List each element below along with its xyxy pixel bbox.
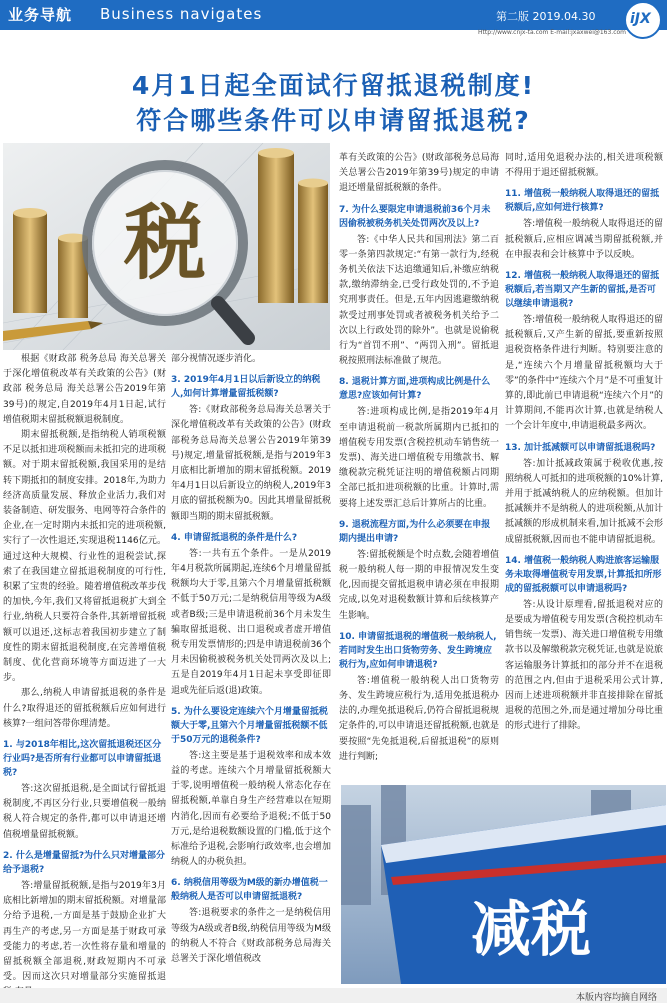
intro-paragraph: 根据《财政部 税务总局 海关总署关于深化增值税改革有关政策的公告》(财政部 税务总局 海关总署公告2019年第39号)的规定,自2019年4月1日起,试行增值税期末留抵税额退税制度。: [3, 354, 166, 425]
answer-paragraph: 答:退税要求的条件之一是纳税信用等级为A级或者B级,纳税信用等级为M级的纳税人不符合《财政部税务总局海关总署关于深化增值税改: [171, 908, 331, 965]
answer-paragraph: 答:留抵税额是个时点数,会随着增值税一般纳税人每一期的申报情况发生变化,因而提交留抵退税申请必须在申报期完成,以免对退税数额计算和后续核算产生影响。: [339, 549, 499, 621]
answer-paragraph: 答:从设计原理看,留抵退税对应的是要成为增值税专用发票(含税控机动车销售统一发票)、海关进口增值税专用缴款书以及解缴税款完税凭证,也就是说旅客运输服务计算抵扣的部分并不在退税的范围之内,但由于退税采用公式计算,因而上述进项税额并非直接排除在留抵退税的范围之外,而是通过增加分母比重的形式进行了排除。: [505, 599, 663, 732]
answer-paragraph: 答:这次留抵退税,是全面试行留抵退税制度,不再区分行业,只要增值税一般纳税人符合规定的条件,都可以申请退还增值税增量留抵税额。: [3, 784, 166, 840]
section-title-en: Business navigates: [100, 5, 263, 23]
intro-paragraph: 那么,纳税人申请留抵退税的条件是什么?取得退还的留抵税额后应如何进行核算?一组问答带你理清楚。: [3, 688, 166, 729]
magnifier-illustration: [3, 143, 330, 350]
question-heading: 9. 退税流程方面,为什么必须要在申报期内提出申请?: [339, 519, 491, 544]
section-title: 业务导航: [8, 6, 73, 24]
question-heading: 8. 退税计算方面,进项构成比例是什么意思?应该如何计算?: [339, 377, 491, 402]
tax-cut-sign-photo: [341, 785, 666, 984]
answer-paragraph: 答:增值税一般纳税人取得退还的留抵税额后,又产生新的留抵,要重新按照退税资格条件进行判断。特别要注意的是,“连续六个月增量留抵税额均大于零”的条件中“连续六个月”是不可重复计算的,即此前已申请退税“连续六个月”的计算期间,不能再次计算,也就是纳税人一个会计年度中,申请退税最多两次。: [505, 315, 663, 432]
page-header: [0, 0, 667, 30]
article-column-1: [3, 352, 166, 1001]
answer-paragraph: 答:《中华人民共和国刑法》第二百零一条第四款规定:“有第一款行为,经税务机关依法下达追缴通知后,补缴应纳税款,缴纳滞纳金,已受行政处罚的,不予追究刑事责任。但是,五年内因逃避缴纳税款受过刑事处罚或者被税务机关给予二次以上行政处罚的除外”。也就是说偷税行为“首罚不刑”、“两罚入刑”。留抵退税按照刑法标准做了规范。: [339, 234, 499, 367]
article-column-2: [171, 352, 331, 967]
logo-text: iJX: [630, 11, 651, 27]
headline-line2: 符合哪些条件可以申请留抵退税?: [136, 106, 531, 135]
answer-paragraph: 答:增值税一般纳税人出口货物劳务、发生跨境应税行为,适用免抵退税办法的,办理免抵退税后,仍符合留抵退税规定条件的,可以申请退还留抵税额,也就是要按照“先免抵退税,后留抵退税”的原则进行判断;: [339, 675, 499, 762]
issue-date: 第二版 2019.04.30: [496, 10, 596, 23]
answer-paragraph: 答:加计抵减政策属于税收优惠,按照纳税人可抵扣的进项税额的10%计算,并用于抵减纳税人的应纳税额。但加计抵减额并不是纳税人的进项税额,从加计抵减额的形成机制来看,加计抵减不会形成留抵税额,因而也不能申请留抵退税。: [505, 458, 663, 545]
answer-paragraph: 答:一共有五个条件。一是从2019年4月税款所属期起,连续6个月增量留抵税额均大于零,且第六个月增量留抵税额不低于50万元;二是纳税信用等级为A级或者B级;三是申请退税前36个月未发生骗取留抵退税、出口退税或者虚开增值税专用发票情形的;四是申请退税前36个月未因偷税被税务机关处罚两次及以上;五是自2019年4月1日起未享受即征即退或先征后返(退)政策。: [171, 548, 331, 696]
tax-magnifier-photo: [3, 143, 330, 350]
question-heading: 14. 增值税一般纳税人购进旅客运输服务未取得增值税专用发票,计算抵扣所形成的留抵税额可以申请退税吗?: [505, 555, 662, 594]
answer-paragraph: 答:进项构成比例,是指2019年4月至申请退税前一税款所属期内已抵扣的增值税专用发票(含税控机动车销售统一发票)、海关进口增值税专用缴款书、解缴税款完税凭证注明的增值税额占同期全部已抵扣进项税额的比重。计算时,需要将上述发票汇总后计算所占的比重。: [339, 407, 499, 509]
question-heading: 11. 增值税一般纳税人取得退还的留抵税额后,应如何进行核算?: [505, 189, 660, 214]
question-heading: 10. 申请留抵退税的增值税一般纳税人,若同时发生出口货物劳务、发生跨境应税行为,应如何申请退税?: [339, 631, 497, 670]
continued-paragraph: 革有关政策的公告》(财政部税务总局海关总署公告2019年第39号)规定的申请退还增量留抵税额的条件。: [339, 153, 499, 194]
intro-paragraph: 期末留抵税额,是指纳税人销项税额不足以抵扣进项税额而未抵扣完的进项税额。对于期末留抵税额,我国采用的是结转下期抵扣的制度安排。2018年,为助力经济高质量发展、释放企业活力,我们对装备制造、研发服务、电网等符合条件的企业,在一定时期内未抵扣完的进项税额,实行了一次性退还,实现退税1146亿元。通过这种大规模、行业性的退税尝试,探索了在我国建立留抵退税制度的可行性,积累了宝贵的经验。随着增值税改革步伐的加快,今年,我们又将留抵退税扩大到全行业,纳税人只要符合条件,其新增留抵税额可以退还,这标志着我国初步建立了制度性的期末留抵退税制度,在完善增值税制度、优化营商环境等方面迈进了一大步。: [3, 430, 166, 684]
answer-paragraph: 答:增值税一般纳税人取得退还的留抵税额后,应相应调减当期留抵税额,并在申报表和会计核算中予以反映。: [505, 219, 663, 260]
article-column-3: [339, 151, 499, 765]
tax-cut-sign: [341, 785, 666, 984]
contact-text: Http://www.cnjx-ta.com E-mail:jxaxwei@163.com: [478, 29, 627, 36]
answer-paragraph: 答:这主要是基于退税效率和成本效益的考虑。连续六个月增量留抵税额大于零,说明增值税一般纳税人常态化存在留抵税额,单靠自身生产经营难以在短期内消化,因而有必要给予退税;不低于50万元,是给退税数额设置的门槛,低于这个标准给予退税,会影响行政效率,也会增加纳税人的办税负担。: [171, 750, 331, 868]
answer-paragraph: 答:《财政部税务总局海关总署关于深化增值税改革有关政策的公告》(财政部税务总局海关总署公告2019年第39号)规定,增量留抵税额,是指与2019年3月底相比新增加的期末留抵税额。2019年4月1日以后新设立的纳税人,2019年3月底的留抵税额为0。因此其增量留抵税额即当期的期末留抵税额。: [171, 405, 331, 522]
tax-glyph: 税: [123, 195, 207, 291]
question-heading: 3. 2019年4月1日以后新设立的纳税人,如何计算增量留抵税额?: [171, 375, 321, 400]
question-heading: 7. 为什么要限定申请退税前36个月未因偷税被税务机关处罚两次及以上?: [339, 204, 491, 229]
headline-line1: 4月1日起全面试行留抵退税制度!: [131, 71, 536, 100]
continued-paragraph: 同时,适用免退税办法的,相关进项税额不得用于退还留抵税额。: [505, 153, 663, 179]
question-heading: 12. 增值税一般纳税人取得退还的留抵税额后,若当期又产生新的留抵,是否可以继续申请退税?: [505, 271, 660, 310]
question-heading: 13. 加计抵减额可以申请留抵退税吗?: [505, 442, 656, 453]
tax-cut-glyph: 减税: [471, 895, 591, 965]
question-heading: 1. 与2018年相比,这次留抵退税还区分行业吗?是否所有行业都可以申请留抵退税?: [3, 740, 162, 779]
question-heading: 2. 什么是增量留抵?为什么只对增量部分给予退税?: [3, 850, 166, 875]
question-heading: 5. 为什么要设定连续六个月增量留抵税额大于零,且第六个月增量留抵税额不低于50万元的退税条件?: [171, 706, 328, 745]
question-heading: 6. 纳税信用等级为M级的新办增值税一般纳税人是否可以申请留抵退税?: [171, 878, 328, 903]
continued-paragraph: 部分视情况逐步消化。: [171, 354, 262, 364]
question-heading: 4. 申请留抵退税的条件是什么?: [171, 532, 298, 543]
source-note: 本版内容均摘自网络: [575, 993, 657, 1003]
article-column-4: [505, 151, 663, 735]
page-footer: [0, 988, 667, 1003]
answer-paragraph: 答:增量留抵税额,是指与2019年3月底相比新增加的期末留抵税额。对增量部分给予退税,一方面是基于鼓励企业扩大再生产的考虑,另一方面是基于财政可承受能力的考虑,若一次性将存量和增量的留抵税额全部退税,财政短期内不可承受。因而这次只对增量部分实施留抵退: [3, 880, 166, 983]
contact-bar: [0, 30, 667, 38]
coin-stack-left: [13, 208, 47, 313]
